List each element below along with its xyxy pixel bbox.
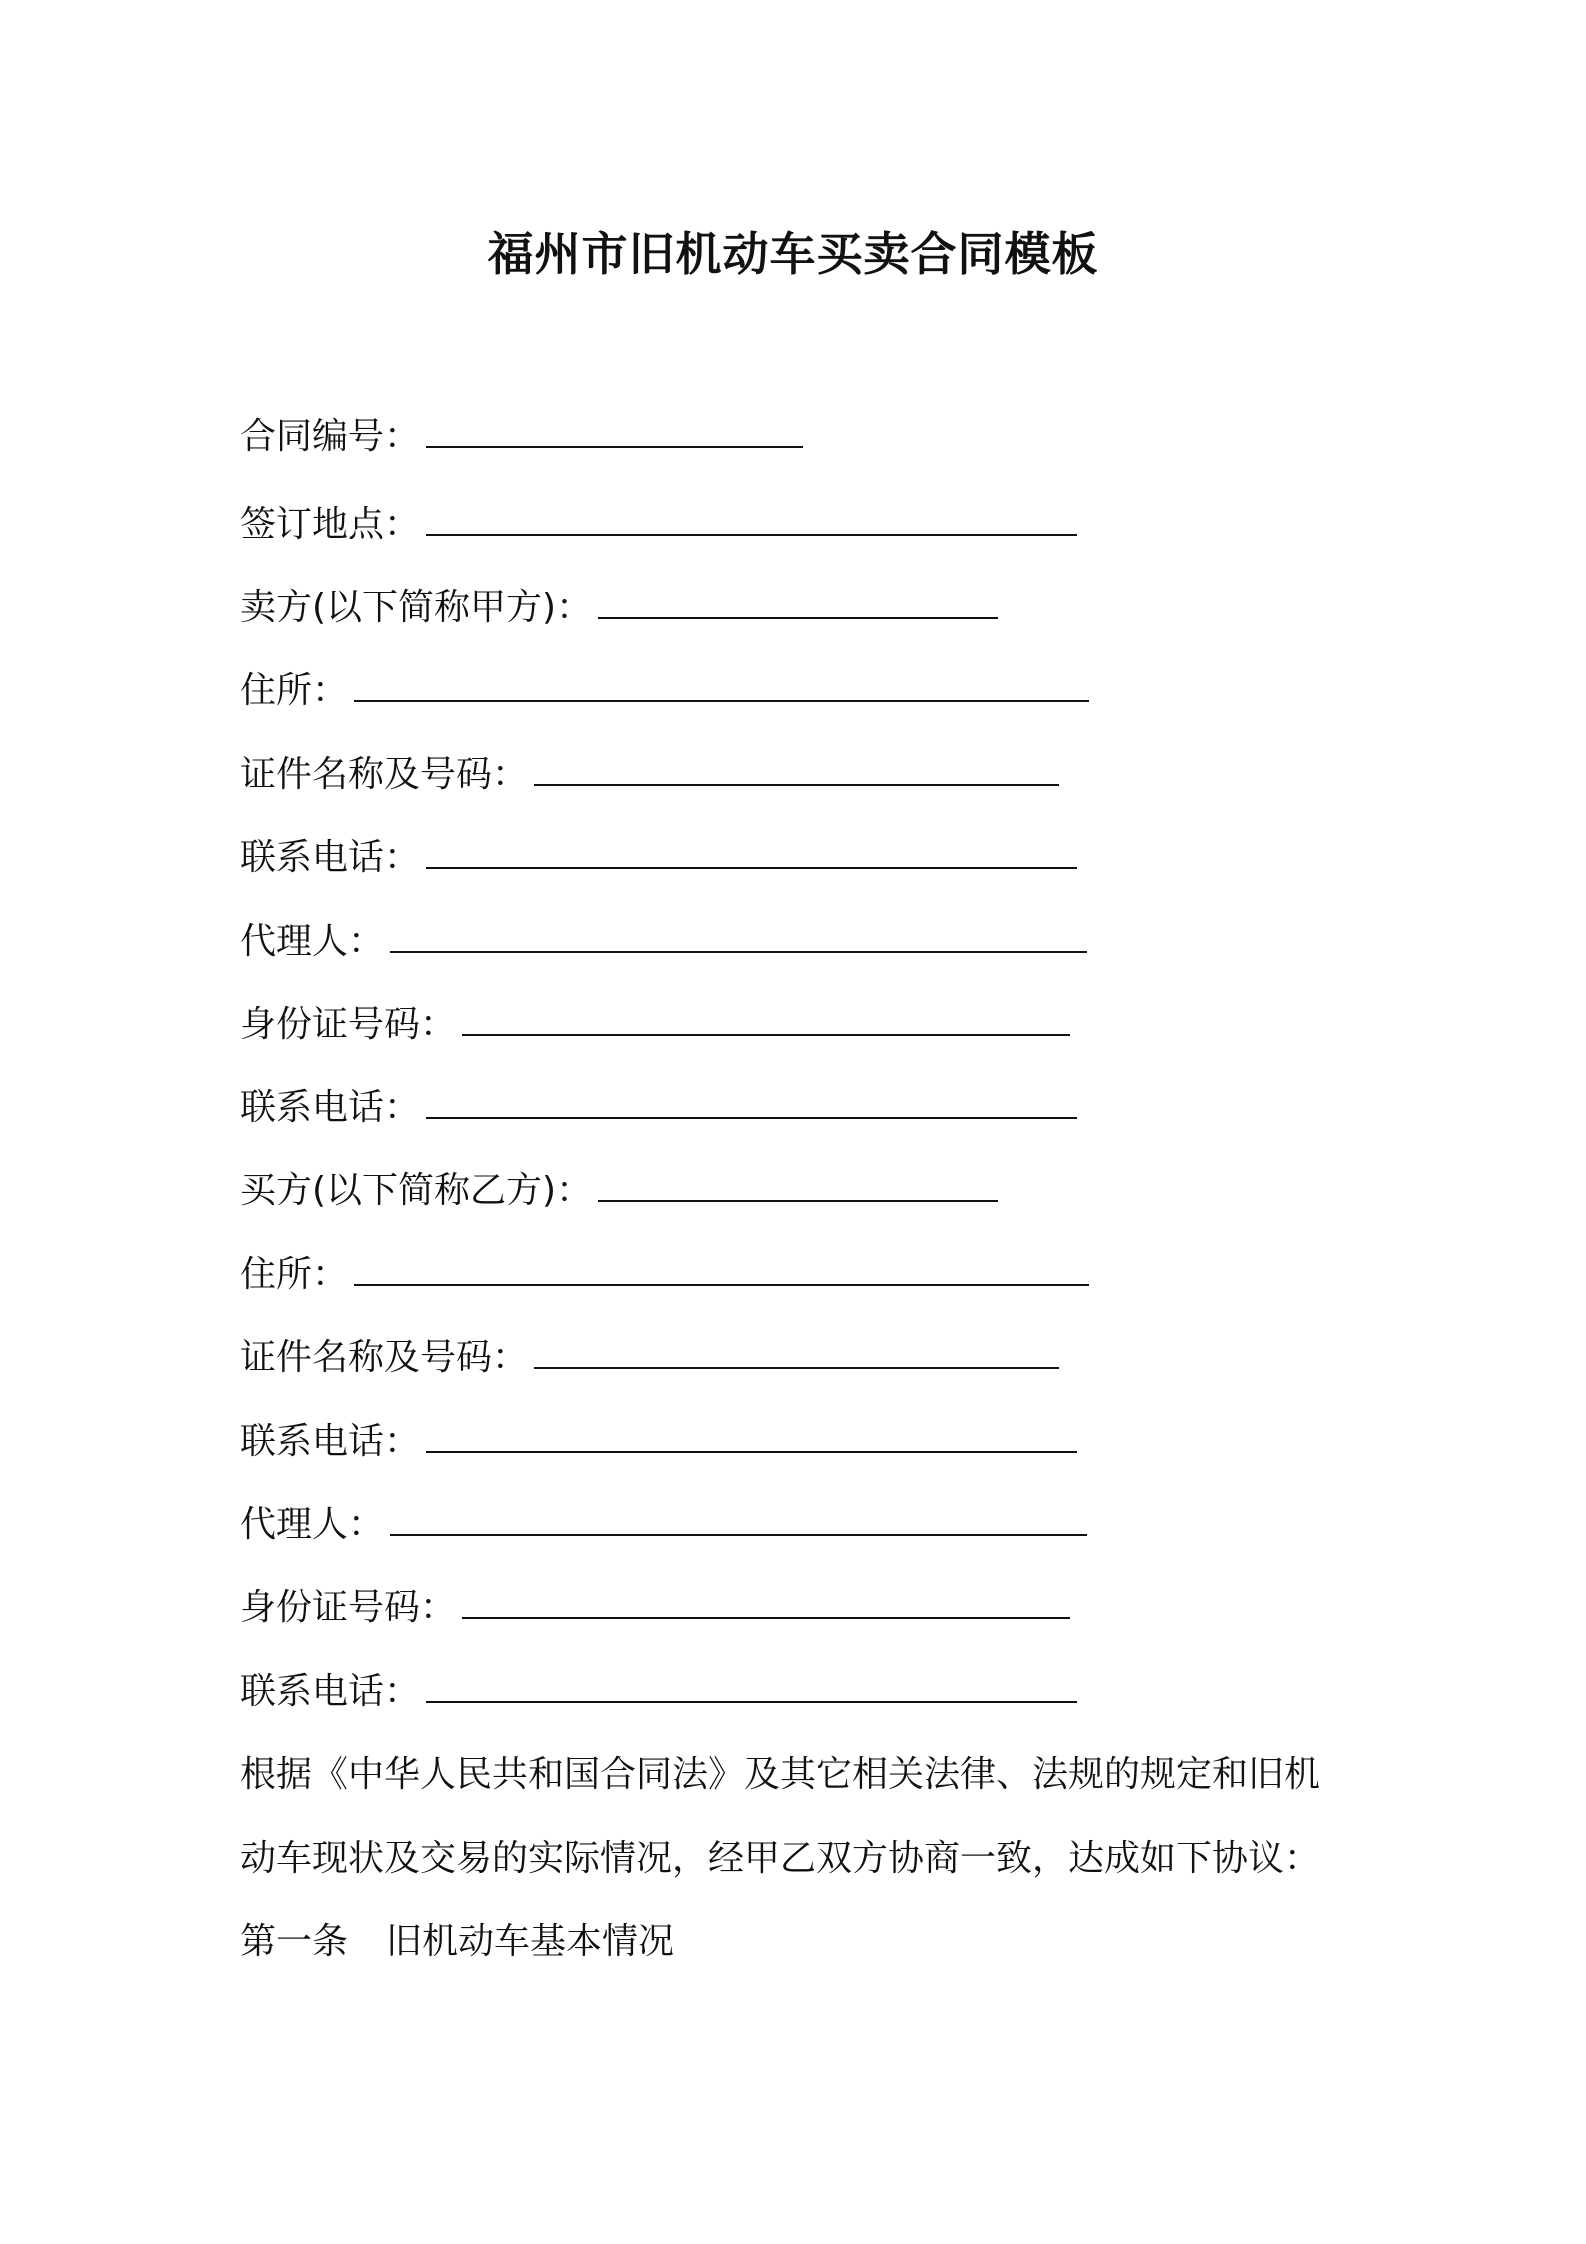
seller-agent-blank[interactable] — [390, 917, 1087, 953]
article-number: 第一条 — [240, 1921, 349, 1962]
field-label: 证件名称及号码： — [240, 1337, 529, 1378]
field-label: 证件名称及号码： — [240, 754, 529, 795]
signing-place-blank[interactable] — [426, 500, 1077, 536]
field-buyer-agent — [240, 1500, 1087, 1550]
contract-number-blank[interactable] — [426, 412, 803, 448]
buyer-agent-id-blank[interactable] — [462, 1583, 1070, 1619]
field-label: 住所： — [240, 1254, 349, 1295]
seller-agent-phone-blank[interactable] — [426, 1083, 1077, 1119]
buyer-address-blank[interactable] — [354, 1250, 1089, 1286]
seller-phone-blank[interactable] — [426, 833, 1077, 869]
article-heading — [240, 1917, 674, 1967]
field-label: 合同编号： — [240, 416, 421, 457]
seller-id-blank[interactable] — [534, 750, 1059, 786]
field-label: 联系电话： — [240, 1421, 421, 1462]
field-seller — [240, 583, 998, 633]
field-seller-agent — [240, 917, 1087, 967]
page-title: 福州市旧机动车买卖合同模板 — [487, 227, 1099, 281]
field-label: 身份证号码： — [240, 1587, 457, 1628]
field-seller-phone — [240, 833, 1077, 883]
field-label: 代理人： — [240, 1504, 385, 1545]
field-contract-number — [240, 412, 803, 462]
buyer-agent-blank[interactable] — [390, 1500, 1087, 1536]
field-seller-address — [240, 666, 1089, 716]
field-buyer-id — [240, 1333, 1059, 1383]
buyer-id-blank[interactable] — [534, 1333, 1059, 1369]
field-buyer-agent-id — [240, 1583, 1070, 1633]
field-seller-agent-phone — [240, 1083, 1077, 1133]
field-label: 身份证号码： — [240, 1004, 457, 1045]
buyer-phone-blank[interactable] — [426, 1417, 1077, 1453]
field-buyer — [240, 1166, 998, 1216]
field-buyer-phone — [240, 1417, 1077, 1467]
field-buyer-address — [240, 1250, 1089, 1300]
intro-paragraph-line-2: 动车现状及交易的实际情况，经甲乙双方协商一致，达成如下协议： — [240, 1838, 1321, 1879]
field-buyer-agent-phone — [240, 1667, 1077, 1717]
seller-name-blank[interactable] — [598, 583, 998, 619]
field-label: 代理人： — [240, 921, 385, 962]
field-label: 联系电话： — [240, 1087, 421, 1128]
intro-paragraph-line-1: 根据《中华人民共和国合同法》及其它相关法律、法规的规定和旧机 — [240, 1754, 1321, 1795]
seller-address-blank[interactable] — [354, 666, 1089, 702]
field-label: 买方(以下简称乙方)： — [240, 1170, 593, 1211]
field-seller-agent-id — [240, 1000, 1070, 1050]
buyer-agent-phone-blank[interactable] — [426, 1667, 1077, 1703]
field-label: 卖方(以下简称甲方)： — [240, 587, 593, 628]
buyer-name-blank[interactable] — [598, 1166, 998, 1202]
field-label: 联系电话： — [240, 837, 421, 878]
field-label: 联系电话： — [240, 1671, 421, 1712]
field-label: 住所： — [240, 670, 349, 711]
field-signing-place — [240, 500, 1077, 550]
article-title: 旧机动车基本情况 — [386, 1921, 675, 1962]
seller-agent-id-blank[interactable] — [462, 1000, 1070, 1036]
field-label: 签订地点： — [240, 504, 421, 545]
field-seller-id — [240, 750, 1059, 800]
